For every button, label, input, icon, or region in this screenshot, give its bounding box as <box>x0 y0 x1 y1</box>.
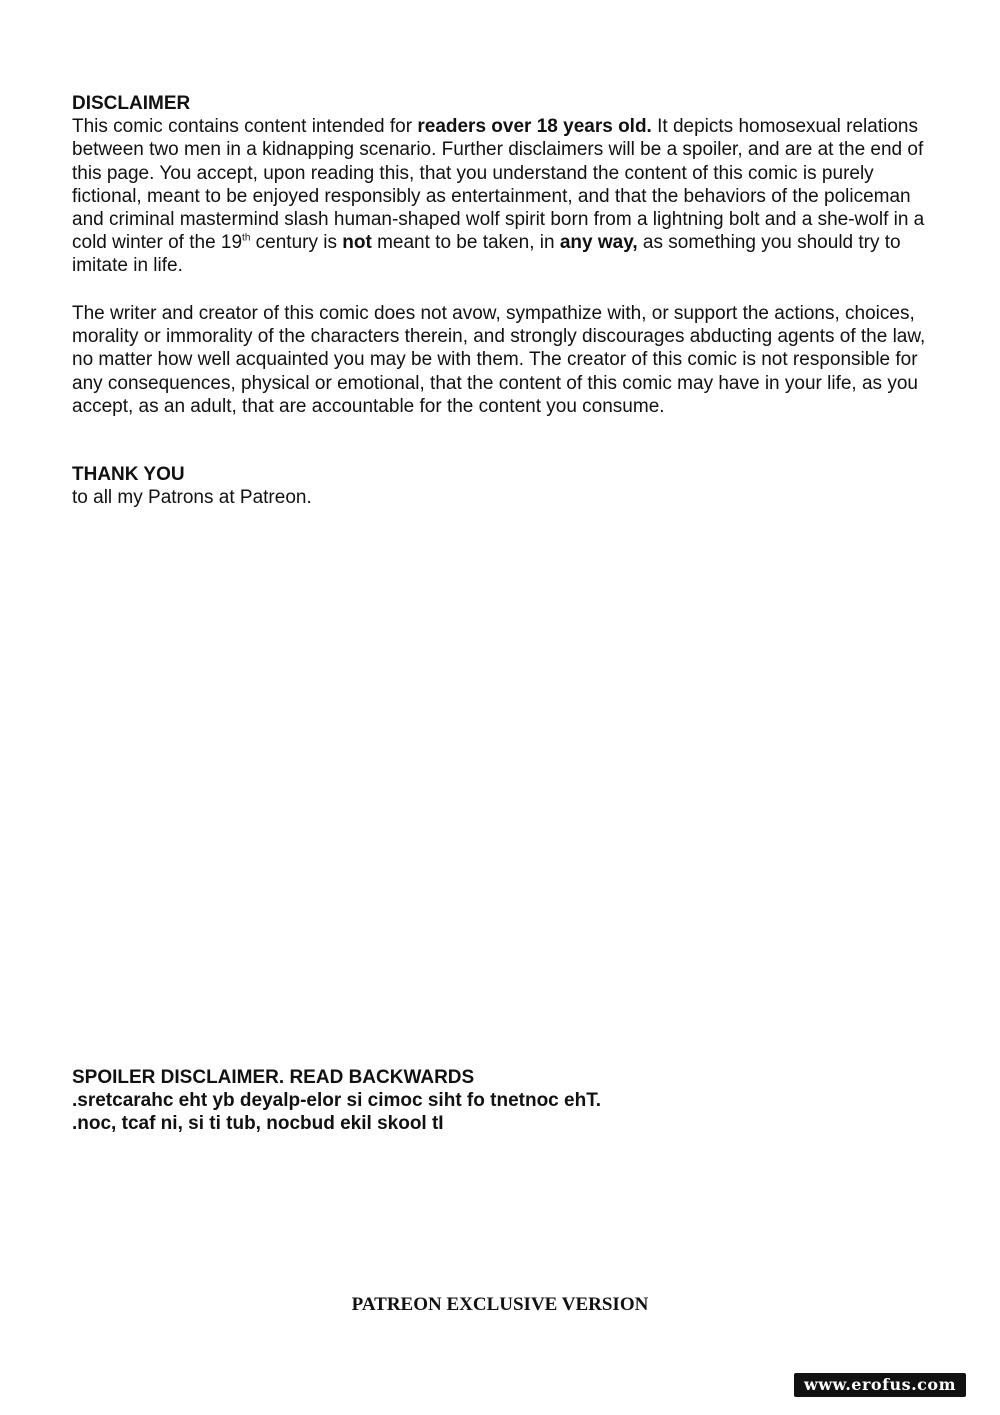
disclaimer-paragraph-2: The writer and creator of this comic does not avow, sympathize with, or support the actions, choices, morality or immorality of the characters therein, and strongly discourages abducting agents of the law, no matter how well acquainted you may be with them. The creator of this comic is not responsible for any consequences, physical or emotional, that the content of this comic may have in your life, as you accept, as an adult, that are accountable for the content you consume. <box>72 303 926 417</box>
text-span: century is <box>250 232 343 254</box>
text-span: as something you should try to imitate in life. <box>72 232 901 277</box>
version-label: PATREON EXCLUSIVE VERSION <box>351 1294 649 1315</box>
creator-disclaimer-section <box>72 302 932 418</box>
thanks-text: to all my Patrons at Patreon. <box>72 487 312 509</box>
thanks-section <box>72 463 932 509</box>
ordinal-suffix: th <box>242 232 251 244</box>
text-span: It depicts homosexual relations between two men in a kidnapping scenario. Further disclaimers will be a spoiler, and are at the end of this page. You accept, upon reading this, that you understand the content of this comic is purely fictional, meant to be enjoyed responsibly as entertainment, and that the behaviors of the policeman and criminal mastermind slash human-shaped wolf spirit born from a lightning bolt and a she-wolf in a cold winter of the 19 <box>72 116 925 254</box>
spoiler-heading: SPOILER DISCLAIMER. READ BACKWARDS <box>72 1067 475 1088</box>
spoiler-section <box>72 1066 932 1136</box>
disclaimer-section <box>72 92 932 278</box>
age-warning-bold: readers over 18 years old. <box>417 116 652 138</box>
text-span: meant to be taken, in <box>371 232 560 254</box>
text-span: This comic contains content intended for <box>72 116 418 138</box>
not-bold: not <box>342 232 372 254</box>
any-way-bold: any way, <box>559 232 638 254</box>
site-watermark: www.erofus.com <box>794 1373 966 1397</box>
disclaimer-paragraph-1 <box>72 115 932 277</box>
disclaimer-heading: DISCLAIMER <box>72 93 191 114</box>
thanks-heading: THANK YOU <box>72 464 185 485</box>
spoiler-line-2: .noc, tcaf ni, si ti tub, nocbud ekil skool tI <box>72 1113 444 1135</box>
spoiler-line-1: .sretcarahc eht yb deyalp-elor si cimoc siht fo tnetnoc ehT. <box>72 1090 601 1112</box>
